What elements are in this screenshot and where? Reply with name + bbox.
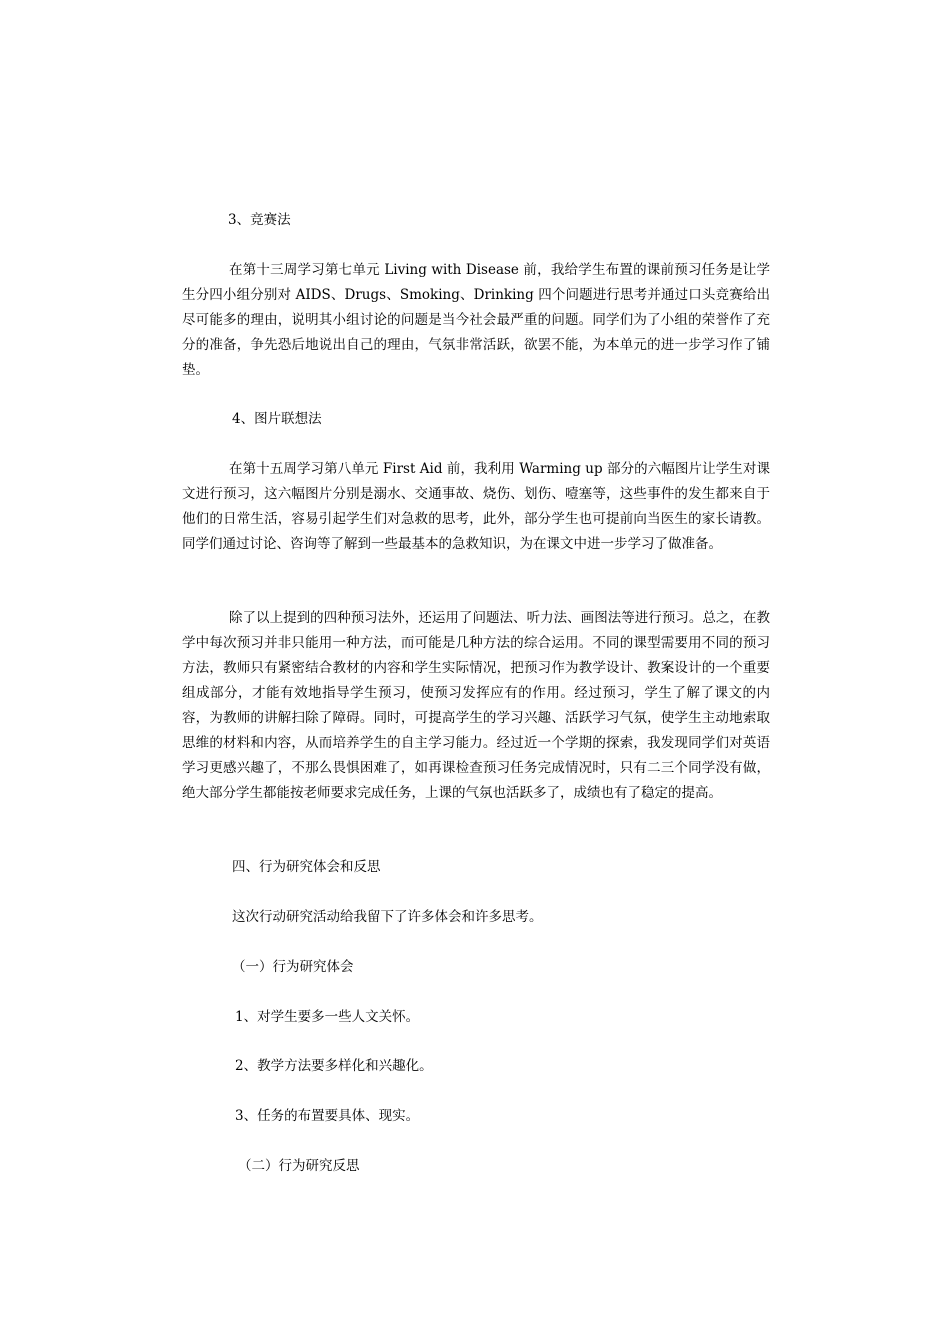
heading-picture-association: 4、图片联想法 [232,411,322,427]
heading-competition-method: 3、竞赛法 [228,212,291,228]
heading-research-experience: （一）行为研究体会 [232,959,354,975]
list-item-experience-3: 3、任务的布置要具体、现实。 [235,1108,420,1124]
paragraph-picture-association: 在第十五周学习第八单元 First Aid 前，我利用 Warming up 部分的六幅图片让学生对课文进行预习，这六幅图片分别是溺水、交通事故、烧伤、划伤、噎塞等，这些事件的发生都来自于他们的日常生活，容易引起学生们对急救的思考，此外，部分学生也可提前向当医生的家长请教。同学们通过讨论、咨询等了解到一些最基本的急救知识，为在课文中进一步学习了做准备。 [182,461,770,552]
document-page [182,0,770,1344]
paragraph-summary: 除了以上提到的四种预习法外，还运用了问题法、听力法、画图法等进行预习。总之，在教学中每次预习并非只能用一种方法，而可能是几种方法的综合运用。不同的课型需要用不同的预习方法，教师只有紧密结合教材的内容和学生实际情况，把预习作为教学设计、教案设计的一个重要组成部分，才能有效地指导学生预习，使预习发挥应有的作用。经过预习，学生了解了课文的内容，为教师的讲解扫除了障碍。同时，可提高学生的学习兴趣、活跃学习气氛，使学生主动地索取思维的材料和内容，从而培养学生的自主学习能力。经过近一个学期的探索，我发现同学们对英语学习更感兴趣了，不那么畏惧困难了，如再课检查预习任务完成情况时，只有二三个同学没有做，绝大部分学生都能按老师要求完成任务，上课的气氛也活跃多了，成绩也有了稳定的提高。 [182,610,770,801]
heading-research-reflection: （二）行为研究反思 [238,1158,360,1174]
list-item-experience-2: 2、教学方法要多样化和兴趣化。 [235,1058,433,1074]
paragraph-competition-method: 在第十三周学习第七单元 Living with Disease 前，我给学生布置的课前预习任务是让学生分四小组分别对 AIDS、Drugs、Smoking、Drinking 四个问题进行思考并通过口头竞赛给出尽可能多的理由，说明其小组讨论的问题是当今社会最严重的问题。同学们为了小组的荣誉作了充分的准备，争先恐后地说出自己的理由，气氛非常活跃，欲罢不能，为本单元的进一步学习作了铺垫。 [182,262,770,378]
heading-section-four: 四、行为研究体会和反思 [232,859,381,875]
paragraph-section-four-intro: 这次行动研究活动给我留下了许多体会和许多思考。 [232,909,543,925]
list-item-experience-1: 1、对学生要多一些人文关怀。 [235,1009,420,1025]
